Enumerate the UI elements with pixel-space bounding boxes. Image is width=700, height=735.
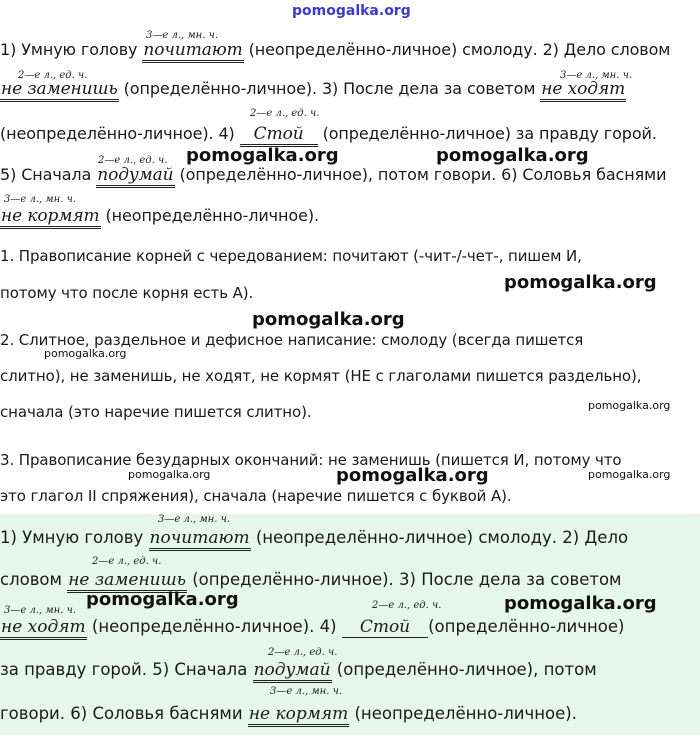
text-segment: (неопределённо-личное). 4) bbox=[86, 617, 342, 636]
rule-3-line-1: 3. Правописание безударных окончаний: не заменишь (пишется И, потому что bbox=[0, 451, 622, 469]
grammar-note: 2—е л., ед. ч. bbox=[372, 600, 442, 611]
grammar-note: 2—е л., ед. ч. bbox=[268, 647, 338, 658]
answer-line-1 bbox=[0, 528, 628, 551]
watermark: pomogalka.org bbox=[44, 347, 127, 360]
predicate-word: подумай bbox=[96, 165, 174, 188]
answer-line-5 bbox=[0, 704, 577, 727]
text-segment: (неопределённо-личное). bbox=[100, 206, 319, 225]
text-segment: (определённо-личное), потом bbox=[331, 660, 597, 679]
text-segment: 1) Умную голову bbox=[0, 528, 149, 547]
watermark: pomogalka.org bbox=[336, 465, 489, 486]
predicate-word: Стой bbox=[342, 617, 428, 638]
sentence-line-5 bbox=[0, 206, 319, 229]
grammar-note: 3—е л., мн. ч. bbox=[4, 605, 76, 616]
text-segment: (неопределённо-личное) смолоду. 2) Дело bbox=[250, 528, 629, 547]
sentence-line-2 bbox=[0, 79, 626, 102]
text-segment: (определённо-личное) за правду горой. bbox=[317, 124, 657, 143]
grammar-note: 2—е л., ед. ч. bbox=[92, 556, 162, 567]
watermark: pomogalka.org bbox=[588, 468, 671, 481]
watermark: pomogalka.org bbox=[436, 145, 589, 166]
rule-2-line-1: 2. Слитное, раздельное и дефисное написание: смолоду (всегда пишется bbox=[0, 331, 584, 349]
predicate-word: почитают bbox=[149, 528, 251, 551]
grammar-note: 2—е л., ед. ч. bbox=[250, 108, 320, 119]
text-segment: 1) Умную голову bbox=[0, 40, 143, 59]
text-segment: (неопределённо-личное). bbox=[349, 704, 577, 723]
text-segment: словом bbox=[0, 570, 68, 589]
sentence-line-4 bbox=[0, 165, 666, 188]
answer-block bbox=[0, 514, 700, 735]
text-segment: говори. 6) Соловья баснями bbox=[0, 704, 248, 723]
predicate-word: подумай bbox=[253, 660, 332, 683]
text-segment: (неопределённо-личное) смолоду. 2) Дело словом bbox=[243, 40, 671, 59]
grammar-note: 3—е л., мн. ч. bbox=[4, 194, 76, 205]
grammar-note: 3—е л., мн. ч. bbox=[158, 514, 230, 525]
grammar-note: 3—е л., мн. ч. bbox=[270, 686, 342, 697]
watermark: pomogalka.org bbox=[128, 468, 211, 481]
predicate-word: не кормят bbox=[0, 206, 101, 229]
sentence-line-3 bbox=[0, 124, 657, 147]
grammar-note: 3—е л., мн. ч. bbox=[146, 30, 218, 41]
rule-2-line-2: слитно), не заменишь, не ходят, не кормят (НЕ с глаголами пишется раздельно), bbox=[0, 367, 642, 385]
text-segment: (определённо-личное) bbox=[428, 617, 625, 636]
watermark: pomogalka.org bbox=[186, 145, 339, 166]
predicate-word: почитают bbox=[142, 40, 243, 63]
watermark: pomogalka.org bbox=[86, 589, 239, 610]
answer-line-3 bbox=[0, 617, 624, 640]
watermark: pomogalka.org bbox=[252, 309, 405, 330]
text-segment: 5) Сначала bbox=[0, 165, 97, 184]
text-segment: за правду горой. 5) Сначала bbox=[0, 660, 253, 679]
watermark: pomogalka.org bbox=[588, 399, 671, 412]
watermark-top: pomogalka.org bbox=[292, 3, 411, 19]
predicate-word: не кормят bbox=[248, 704, 349, 727]
text-segment: (определённо-личное). 3) После дела за советом bbox=[186, 570, 622, 589]
predicate-word: Стой bbox=[240, 124, 318, 147]
watermark: pomogalka.org bbox=[504, 593, 657, 614]
text-segment: (определённо-личное), потом говори. 6) Соловья баснями bbox=[174, 165, 667, 184]
answer-line-4 bbox=[0, 660, 597, 683]
predicate-word: не заменишь bbox=[0, 79, 119, 102]
rule-1-line-2: потому что после корня есть А). bbox=[0, 284, 254, 302]
watermark: pomogalka.org bbox=[504, 272, 657, 293]
predicate-word: не заменишь bbox=[67, 570, 187, 593]
rule-3-line-2: это глагол II спряжения), сначала (наречие пишется с буквой А). bbox=[0, 487, 512, 505]
grammar-note: 3—е л., мн. ч. bbox=[560, 70, 632, 81]
rule-1-line-1: 1. Правописание корней с чередованием: почитают (-чит-/-чет-, пишем И, bbox=[0, 247, 582, 265]
sentence-line-1 bbox=[0, 40, 670, 63]
rule-2-line-3: сначала (это наречие пишется слитно). bbox=[0, 403, 312, 421]
grammar-note: 2—е л., ед. ч. bbox=[98, 155, 168, 166]
text-segment: (неопределённо-личное). 4) bbox=[0, 124, 240, 143]
predicate-word: не ходят bbox=[540, 79, 626, 102]
text-segment: (определённо-личное). 3) После дела за советом bbox=[118, 79, 541, 98]
predicate-word: не ходят bbox=[0, 617, 87, 640]
grammar-note: 2—е л., ед. ч. bbox=[18, 70, 88, 81]
